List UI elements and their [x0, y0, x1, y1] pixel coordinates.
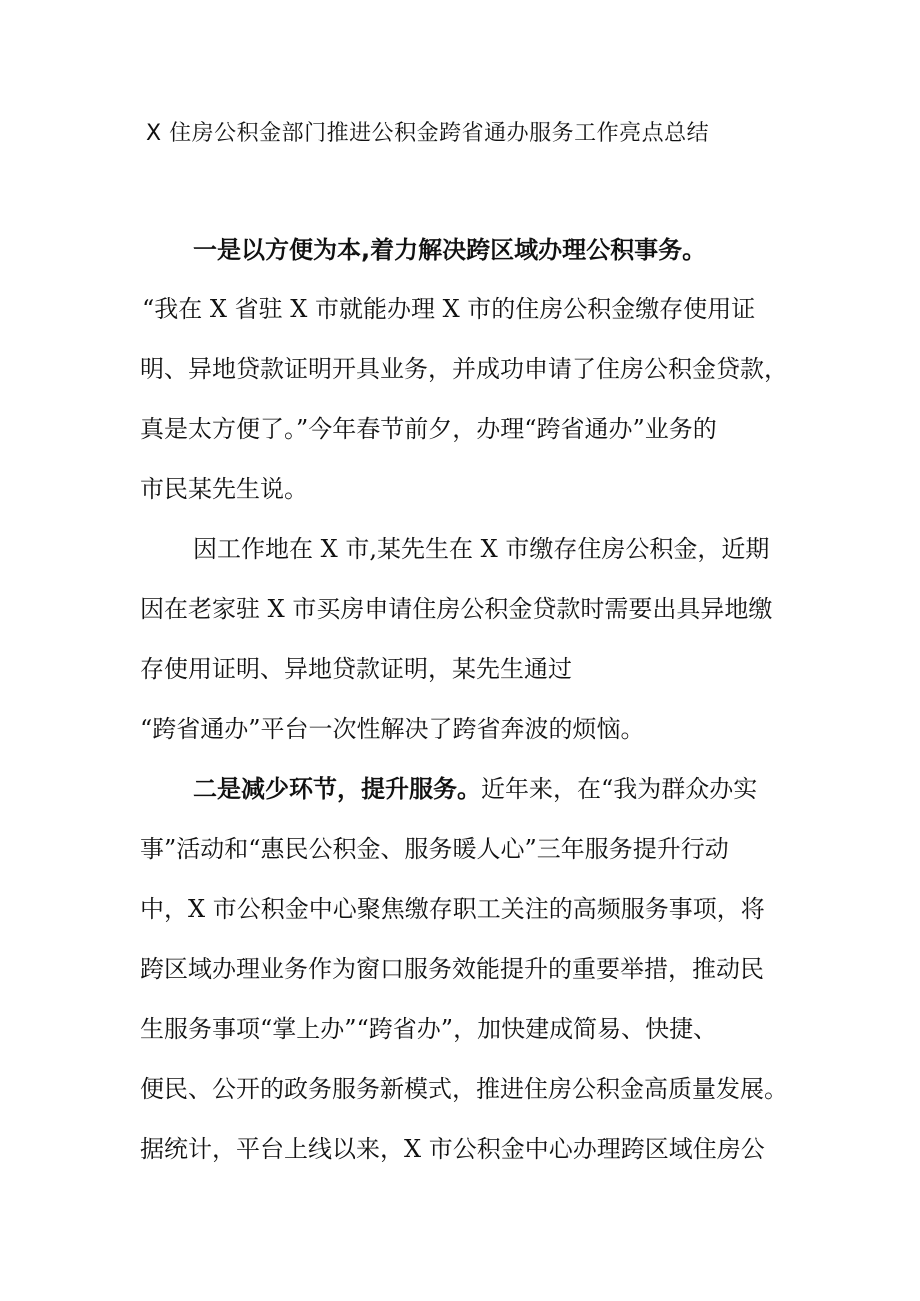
section2-first-line-text: 近年来，在“我为群众办实: [481, 775, 758, 803]
section1-heading: 一是以方便为本,着力解决跨区域办理公积事务。: [193, 236, 707, 264]
para2-line-1: 因工作地在 X 市,某先生在 X 市缴存住房公积金，近期: [193, 535, 770, 563]
para1-line-1: “我在 X 省驻 X 市就能办理 X 市的住房公积金缴存使用证: [142, 295, 756, 323]
section2-heading: 二是减少环节，提升服务。: [193, 775, 481, 803]
para3-line-7: 据统计，平台上线以来，X 市公积金中心办理跨区域住房公: [140, 1135, 765, 1163]
para2-line-2: 因在老家驻 X 市买房申请住房公积金贷款时需要出具异地缴: [140, 595, 773, 623]
para3-line-6: 便民、公开的政务服务新模式，推进住房公积金高质量发展。: [140, 1075, 788, 1103]
para1-line-2: 明、异地贷款证明开具业务，并成功申请了住房公积金贷款，: [140, 355, 788, 383]
para1-line-4: 市民某先生说。: [140, 475, 308, 503]
document-title: X 住房公积金部门推进公积金跨省通办服务工作亮点总结: [146, 121, 710, 146]
para3-line-2: 事”活动和“惠民公积金、服务暖人心”三年服务提升行动: [140, 835, 729, 863]
para1-line-3: 真是太方便了。”今年春节前夕，办理“跨省通办”业务的: [140, 415, 717, 443]
para3-line-3: 中，X 市公积金中心聚焦缴存职工关注的高频服务事项，将: [140, 895, 765, 923]
section2-first-line: [193, 769, 757, 809]
para2-line-3: 存使用证明、异地贷款证明，某先生通过: [140, 655, 572, 683]
para2-line-4: “跨省通办”平台一次性解决了跨省奔波的烦恼。: [140, 715, 645, 743]
para3-line-5: 生服务事项“掌上办”“跨省办”，加快建成简易、快捷、: [140, 1015, 718, 1043]
para3-line-4: 跨区域办理业务作为窗口服务效能提升的重要举措，推动民: [140, 955, 764, 983]
